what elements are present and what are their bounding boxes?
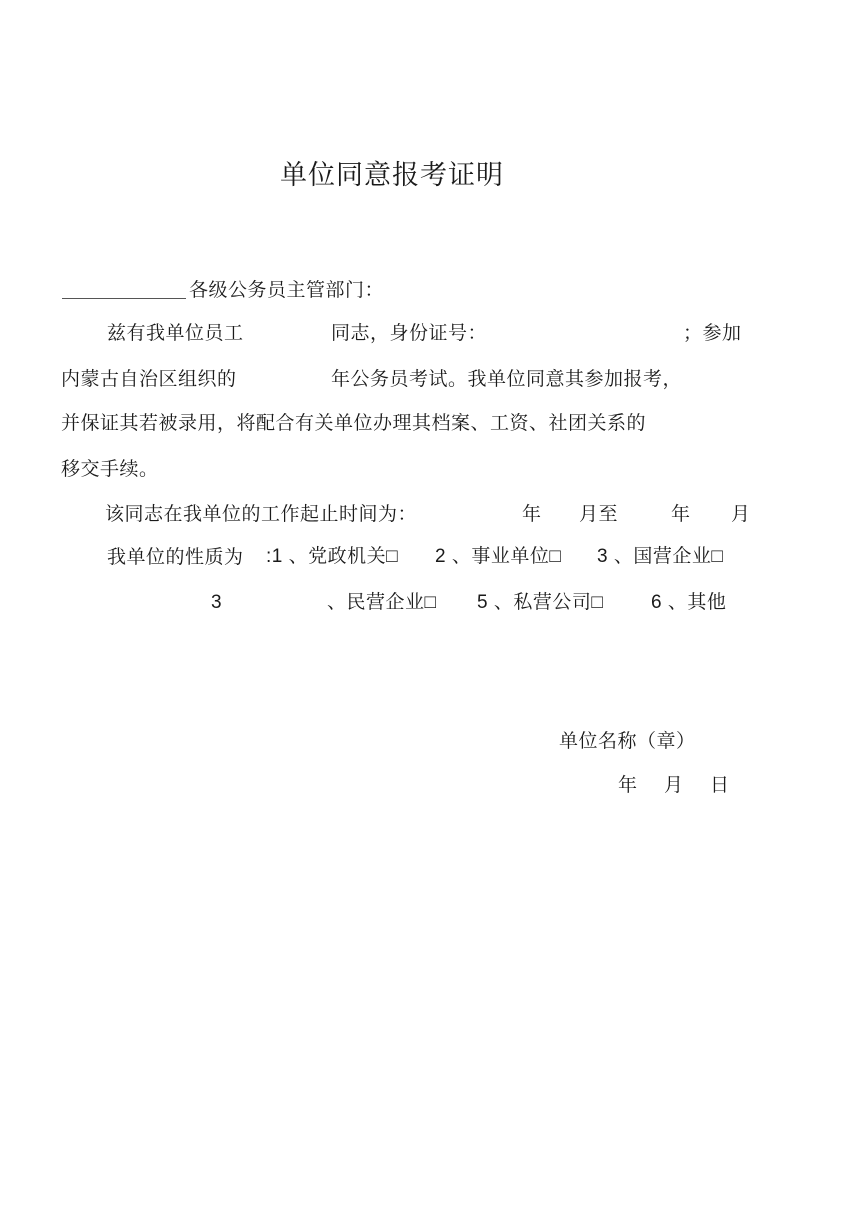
nature-option-state-enterprise: 3 、国营企业□ (597, 546, 724, 567)
nature-option-private-enterprise: 、民营企业□ (327, 592, 437, 613)
line3-guarantee: 并保证其若被录用，将配合有关单位办理其档案、工资、社团关系的 (61, 412, 647, 434)
salutation: 各级公务员主管部门： (189, 279, 385, 301)
work-period-year2: 年 (671, 503, 691, 525)
nature-label: 我单位的性质为 (107, 546, 244, 568)
signature-year: 年 (618, 774, 638, 796)
line4-transfer: 移交手续。 (61, 458, 159, 480)
line1-employee-label: 兹有我单位员工 (107, 322, 244, 344)
work-period-year1: 年 (522, 503, 542, 525)
work-period-label: 该同志在我单位的工作起止时间为： (105, 503, 418, 525)
department-blank-line (62, 298, 186, 299)
signature-day: 日 (710, 774, 730, 796)
document-title: 单位同意报考证明 (280, 160, 504, 191)
work-period-month1-to: 月至 (579, 503, 619, 525)
line1-id-label: 同志，身份证号： (331, 322, 488, 344)
line2-organizer: 内蒙古自治区组织的 (61, 368, 237, 390)
nature-option-public-institution: 2 、事业单位□ (435, 546, 562, 567)
line2-exam: 年公务员考试。我单位同意其参加报考， (331, 368, 683, 390)
signature-unit-name: 单位名称（章） (559, 730, 696, 752)
line1-participate: ；参加 (683, 322, 742, 344)
nature-option-party-government: :1 、党政机关□ (266, 546, 399, 567)
signature-month: 月 (664, 774, 684, 796)
nature-option-other: 6 、其他 (651, 592, 727, 613)
nature-option-private-company: 5 、私营公司□ (477, 592, 604, 613)
nature-number-3: 3 (211, 592, 223, 613)
work-period-month2: 月 (731, 503, 751, 525)
